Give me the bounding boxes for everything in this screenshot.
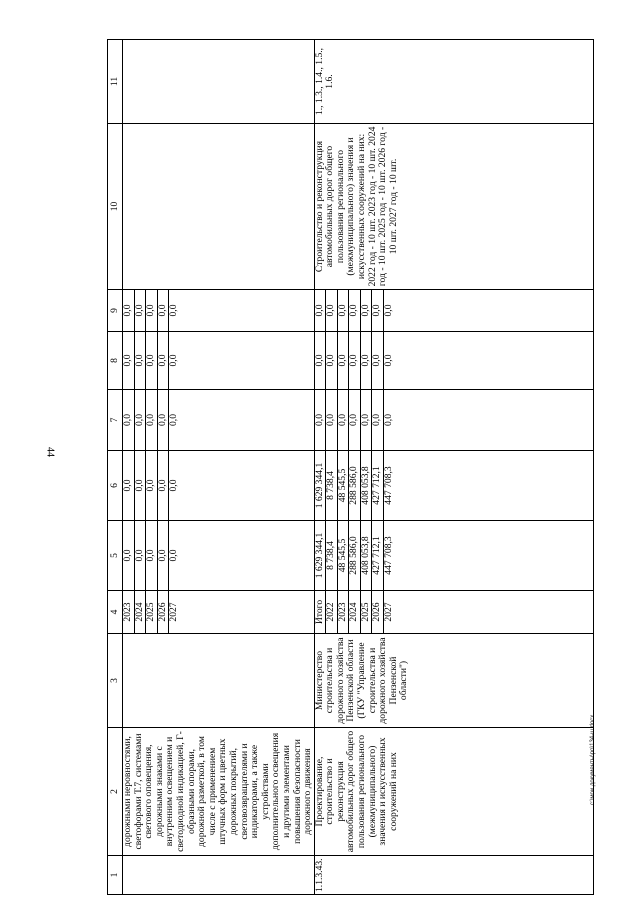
years-cell bbox=[123, 591, 315, 634]
other-funding-cell bbox=[314, 290, 593, 332]
funding-value: 0,0 bbox=[134, 290, 146, 331]
funding-value: 0,0 bbox=[372, 290, 384, 331]
result-cell bbox=[123, 124, 315, 290]
funding-value: 48 545,5 bbox=[337, 451, 349, 520]
municipal-funding-cell bbox=[123, 332, 315, 390]
funding-value: 0,0 bbox=[157, 332, 169, 389]
funding-value: 0,0 bbox=[146, 451, 158, 520]
funding-value: 447 708,3 bbox=[382, 536, 394, 575]
funding-value: 0,0 bbox=[326, 290, 338, 331]
funding-value: 0,0 bbox=[168, 549, 179, 562]
funding-value: 8 738,4 bbox=[326, 451, 338, 520]
funding-value: 0,0 bbox=[315, 332, 326, 389]
total-funding-cell bbox=[123, 521, 315, 591]
funding-value: 0,0 bbox=[168, 479, 179, 492]
header-cell: 6 bbox=[108, 451, 123, 521]
year-value: 2026 bbox=[157, 591, 169, 633]
header-cell: 7 bbox=[108, 390, 123, 451]
event-name-cell: дорожными неровностями, светофорами Т.7, системами светового оповещения, дорожными знаками с внутренним освещением и светодиодной индикацией, Г-образными опорами, дорожной разметкой, в том числе с применением штучных форм и цветных дорожных покрытий, световозвращателями и индикаторами, а также устройствами дополнительного освещения и другими элементами повышения безопасности дорожного движения bbox=[123, 728, 315, 856]
funding-value: 0,0 bbox=[382, 304, 394, 317]
regional-funding-cell bbox=[123, 451, 315, 521]
header-cell: 10 bbox=[108, 124, 123, 290]
funding-value: 0,0 bbox=[372, 390, 384, 450]
other-funding-cell bbox=[123, 290, 315, 332]
funding-value: 0,0 bbox=[168, 304, 179, 317]
funding-value: 408 053,8 bbox=[360, 451, 372, 520]
year-value: 2023 bbox=[123, 591, 134, 633]
funding-value: 0,0 bbox=[157, 451, 169, 520]
year-value: 2025 bbox=[146, 591, 158, 633]
year-value: 2026 bbox=[372, 591, 384, 633]
year-value: 2022 bbox=[326, 591, 338, 633]
funding-value: 0,0 bbox=[134, 451, 146, 520]
funding-value: 0,0 bbox=[337, 390, 349, 450]
executor-cell bbox=[123, 634, 315, 728]
header-cell: 2 bbox=[108, 728, 123, 856]
header-cell: 9 bbox=[108, 290, 123, 332]
row-number-cell: 1.1.3.43. bbox=[314, 856, 593, 895]
year-value: 2024 bbox=[134, 591, 146, 633]
funding-value: 0,0 bbox=[360, 332, 372, 389]
funding-value: 0,0 bbox=[326, 390, 338, 450]
funding-value: 0,0 bbox=[315, 290, 326, 331]
funding-value: 0,0 bbox=[157, 290, 169, 331]
funding-value: 0,0 bbox=[315, 390, 326, 450]
funding-value: 8 738,4 bbox=[326, 521, 338, 590]
funding-value: 288 586,0 bbox=[349, 451, 361, 520]
year-value: 2027 bbox=[168, 602, 179, 622]
footer-file-path: c:\мои документы\ро\134-ш.docx bbox=[590, 714, 596, 805]
indicators-cell bbox=[123, 40, 315, 124]
result-cell: Строительство и реконструкция автомобильных дорог общего пользования регионального (межмуниципального) значения и искусственных сооружений на них: 2022 год - 10 шт. 2023 год - 10 шт. 2024 год - 10 шт. 2025 год - 10 шт. 2026 год - 10 шт. 2027 год - 10 шт. bbox=[314, 124, 593, 290]
funding-value: 1 629 344,1 bbox=[315, 451, 326, 520]
funding-value: 0,0 bbox=[360, 390, 372, 450]
total-funding-cell bbox=[314, 521, 593, 591]
table-row-1-1-3-43 bbox=[314, 40, 593, 895]
header-cell: 1 bbox=[108, 856, 123, 895]
funding-value: 0,0 bbox=[146, 390, 158, 450]
funding-value: 0,0 bbox=[146, 521, 158, 590]
funding-value: 0,0 bbox=[382, 414, 394, 426]
header-cell: 3 bbox=[108, 634, 123, 728]
funding-value: 48 545,5 bbox=[337, 521, 349, 590]
year-value: 2027 bbox=[382, 602, 394, 622]
funding-value: 0,0 bbox=[168, 354, 179, 367]
funding-value: 0,0 bbox=[372, 332, 384, 389]
funding-value: 427 712,1 bbox=[372, 521, 384, 590]
funding-value: 288 586,0 bbox=[349, 521, 361, 590]
funding-value: 0,0 bbox=[349, 390, 361, 450]
header-row bbox=[108, 40, 123, 895]
rotated-table-container bbox=[107, 40, 584, 895]
year-value: 2025 bbox=[360, 591, 372, 633]
funding-value: 0,0 bbox=[349, 290, 361, 331]
funding-value: 0,0 bbox=[134, 390, 146, 450]
year-value: Итого bbox=[315, 591, 326, 633]
funding-value: 0,0 bbox=[157, 521, 169, 590]
funding-value: 447 708,3 bbox=[382, 466, 394, 505]
executor-cell: Министерство строительства и дорожного хозяйства Пензенской области (ГКУ "Управление строительства и дорожного хозяйства Пензенской области") bbox=[314, 634, 593, 728]
funding-value: 0,0 bbox=[123, 451, 134, 520]
header-cell: 11 bbox=[108, 40, 123, 124]
federal-funding-cell bbox=[123, 390, 315, 451]
funding-value: 0,0 bbox=[337, 332, 349, 389]
funding-value: 408 053,8 bbox=[360, 521, 372, 590]
funding-value: 0,0 bbox=[157, 390, 169, 450]
funding-value: 0,0 bbox=[360, 290, 372, 331]
regional-funding-cell bbox=[314, 451, 593, 521]
header-cell: 4 bbox=[108, 591, 123, 634]
federal-funding-cell bbox=[314, 390, 593, 451]
funding-value: 0,0 bbox=[382, 354, 394, 367]
table-row-continuation bbox=[123, 40, 315, 895]
program-table bbox=[107, 39, 594, 895]
funding-value: 0,0 bbox=[134, 332, 146, 389]
header-cell: 8 bbox=[108, 332, 123, 390]
funding-value: 0,0 bbox=[123, 390, 134, 450]
funding-value: 0,0 bbox=[168, 414, 179, 426]
header-cell: 5 bbox=[108, 521, 123, 591]
funding-value: 0,0 bbox=[326, 332, 338, 389]
year-value: 2024 bbox=[349, 591, 361, 633]
funding-value: 0,0 bbox=[349, 332, 361, 389]
funding-value: 0,0 bbox=[134, 521, 146, 590]
years-cell bbox=[314, 591, 593, 634]
municipal-funding-cell bbox=[314, 332, 593, 390]
funding-value: 0,0 bbox=[123, 332, 134, 389]
funding-value: 1 629 344,1 bbox=[315, 521, 326, 590]
page-number: 44 bbox=[44, 447, 56, 457]
indicators-cell: 1., 1.3., 1.4., 1.5., 1.6. bbox=[314, 40, 593, 124]
funding-value: 427 712,1 bbox=[372, 451, 384, 520]
funding-value: 0,0 bbox=[146, 290, 158, 331]
funding-value: 0,0 bbox=[337, 290, 349, 331]
event-name-cell: Проектирование, строительство и реконструкция автомобильных дорог общего пользования регионального (межмуниципального) значения и искусственных сооружений на них bbox=[314, 728, 593, 856]
year-value: 2023 bbox=[337, 591, 349, 633]
funding-value: 0,0 bbox=[123, 521, 134, 590]
funding-value: 0,0 bbox=[123, 290, 134, 331]
row-number-cell bbox=[123, 856, 315, 895]
funding-value: 0,0 bbox=[146, 332, 158, 389]
